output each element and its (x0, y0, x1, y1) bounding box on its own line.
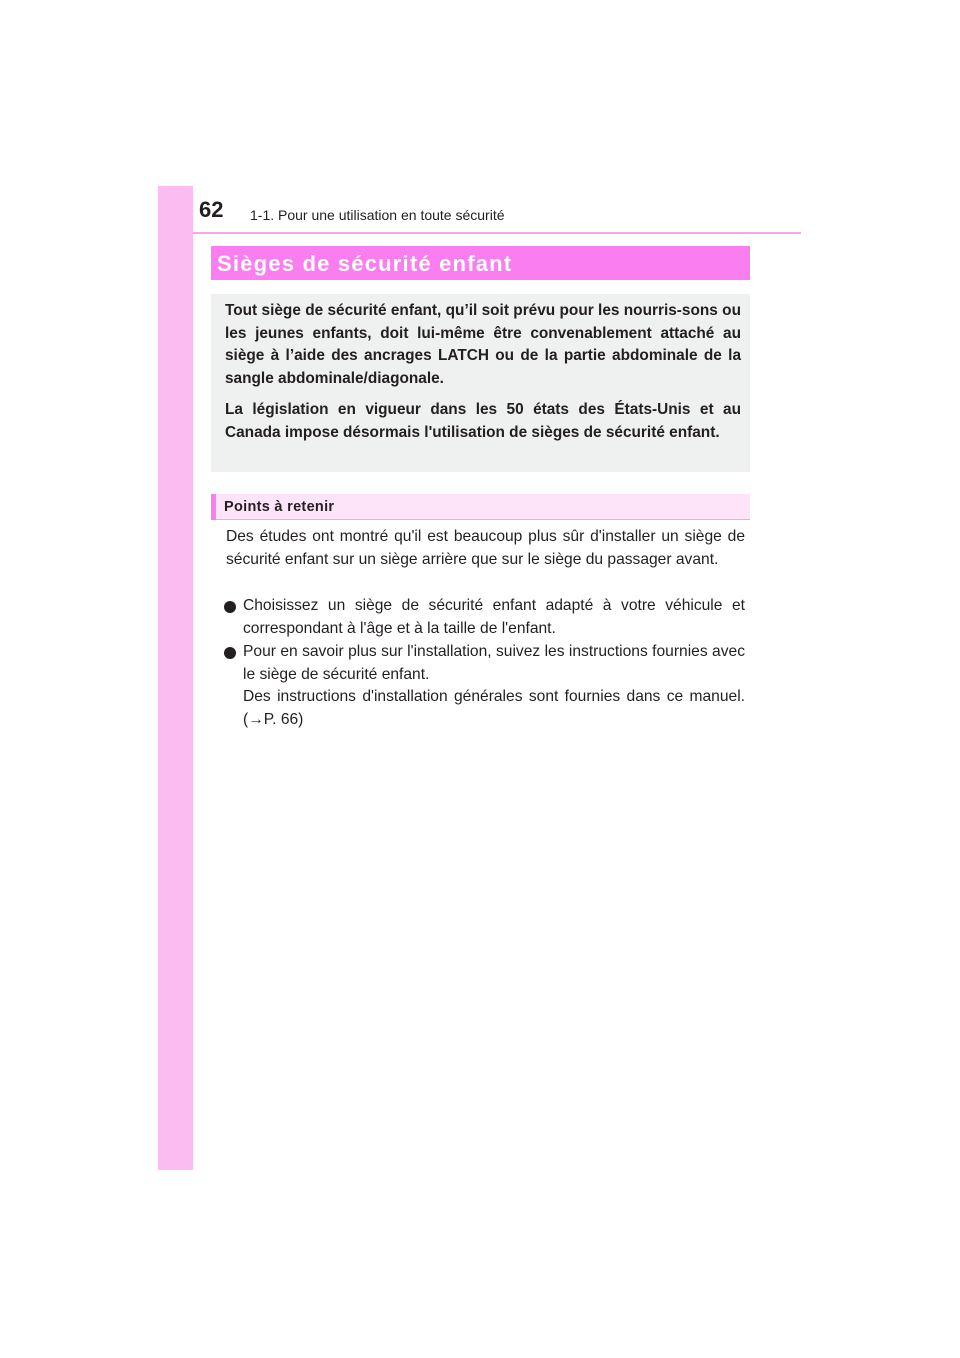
points-heading-accent (211, 494, 216, 520)
intro-box (211, 294, 750, 472)
section-reference: 1-1. Pour une utilisation en toute sécurité (250, 207, 505, 223)
bullet-item (224, 641, 745, 731)
points-paragraph: Des études ont montré qu'il est beaucoup plus sûr d'installer un siège de sécurité enfant sur un siège arrière que sur le siège du passager avant. (226, 528, 745, 568)
points-heading: Points à retenir (224, 499, 335, 515)
bullet-dot-icon (224, 647, 236, 659)
bullet-text: Pour en savoir plus sur l'installation, suivez les instructions fournies avec le siège de sécurité enfant. (243, 643, 745, 683)
page-title: Sièges de sécurité enfant (217, 251, 513, 276)
side-band (158, 186, 193, 1170)
header-rule (193, 232, 801, 234)
intro-paragraph-2: La législation en vigueur dans les 50 états des États-Unis et au Canada impose désormais l'utilisation de sièges de sécurité enfant. (225, 401, 741, 441)
bullet-dot-icon (224, 601, 236, 613)
page-number: 62 (199, 197, 224, 222)
bullet-text: Choisissez un siège de sécurité enfant adapté à votre véhicule et correspondant à l'âge et à la taille de l'enfant. (243, 597, 745, 637)
intro-paragraph-1: Tout siège de sécurité enfant, qu’il soit prévu pour les nourris-sons ou les jeunes enfants, doit lui-même être convenablement attaché au siège à l’aide des ancrages LATCH ou de la partie abdominale de la sangle abdominale/diagonale. (225, 302, 741, 387)
bullet-item (224, 595, 745, 640)
bullet-note: Des instructions d'installation générales sont fournies dans ce manuel. (→P. 66) (243, 688, 745, 728)
